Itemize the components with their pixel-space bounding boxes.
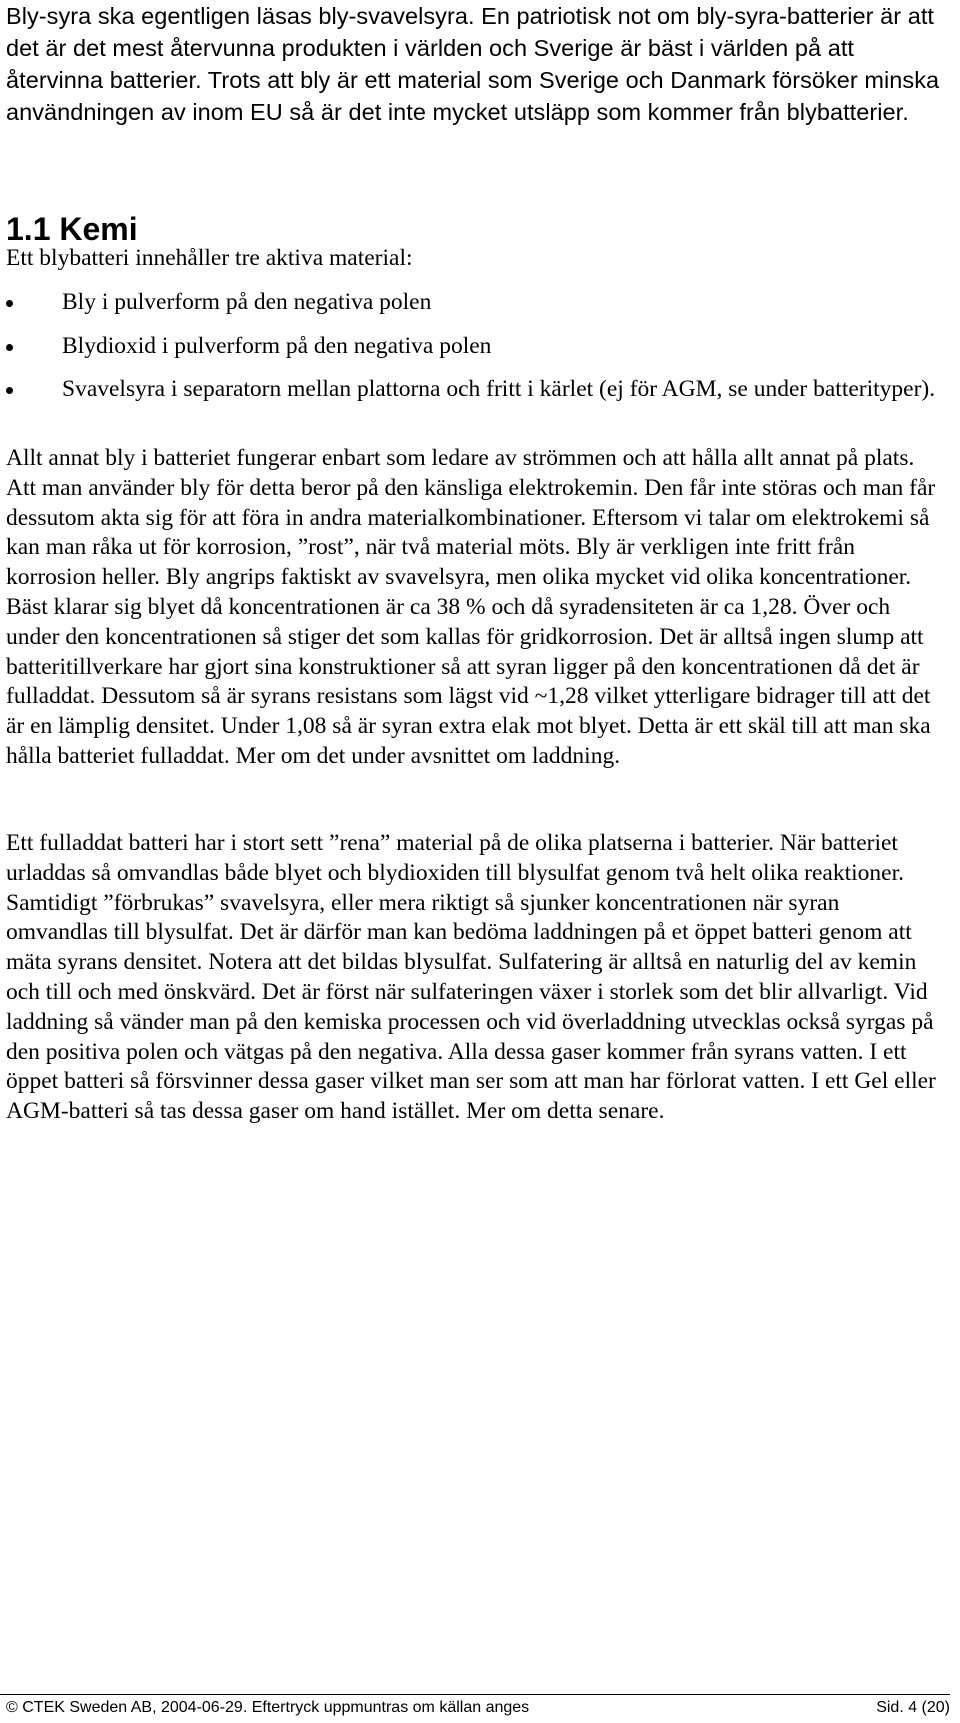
list-item-text: Bly i pulverform på den negativa polen <box>62 289 432 315</box>
list-item-text: Svavelsyra i separatorn mellan plattorna och fritt i kärlet (ej för AGM, se under batterityper). <box>62 376 936 402</box>
list-item <box>0 374 950 406</box>
footer-copyright: © CTEK Sweden AB, 2004-06-29. Eftertryck uppmuntras om källan anges <box>6 1699 530 1716</box>
intro-paragraph: Bly-syra ska egentligen läsas bly-svavelsyra. En patriotisk not om bly-syra-batterier är att det är det mest återvunna produkten i världen och Sverige är bäst i världen på att återvinna batterier. Trots att bly är ett material som Sverige och Danmark försöker minska användningen av inom EU så är det inte mycket utsläpp som kommer från blybatterier. <box>6 3 940 125</box>
body-paragraph-2: Ett fulladdat batteri har i stort sett ”rena” material på de olika platserna i batterier. När batteriet urladdas så omvandlas både blyet och blydioxiden till blysulfat genom två helt olika reaktioner. Samtidigt ”förbrukas” svavelsyra, eller mera riktigt så sjunker koncentrationen när syran omvandlas till blysulfat. Det är därför man kan bedöma laddningen på et öppet batteri genom att mäta syrans densitet. Notera att det bildas blysulfat. Sulfatering är alltså en naturlig del av kemin och till och med önskvärd. Det är först när sulfateringen växer i storlek som det blir allvarligt. Vid laddning så vänder man på den kemiska processen och vid överladdning utvecklas också syrgas på den positiva polen och vätgas på den negativa. Alla dessa gaser kommer från syrans vatten. I ett öppet batteri så försvinner dessa gaser vilket man ser som att man har förlorat vatten. I ett Gel eller AGM-batteri så tas dessa gaser om hand istället. Mer om detta senare. <box>6 830 936 1125</box>
list-item-text: Blydioxid i pulverform på den negativa polen <box>62 332 492 359</box>
page-footer <box>0 1694 950 1723</box>
bullet-icon <box>6 300 13 307</box>
list-item <box>0 331 950 363</box>
footer-page-number: Sid. 4 (20) <box>876 1699 950 1716</box>
bullet-icon <box>6 387 13 394</box>
section-lead: Ett blybatteri innehåller tre aktiva material: <box>6 245 413 271</box>
body-paragraph-1: Allt annat bly i batteriet fungerar enbart som ledare av strömmen och att hålla allt annat på plats. Att man använder bly för detta beror på den känsliga elektrokemin. Den får inte störas och man får dessutom akta sig för att föra in andra materialkombinationer. Eftersom vi talar om elektrokemi så kan man råka ut för korrosion, ”rost”, när två material möts. Bly är verkligen inte fritt från korrosion heller. Bly angrips faktiskt av svavelsyra, men olika mycket vid olika koncentrationer. Bäst klarar sig blyet då koncentrationen är ca 38 % och då syradensiteten är ca 1,28. Över och under den koncentrationen så stiger det som kallas för gridkorrosion. Det är alltså ingen slump att batteritillverkare har gjort sina konstruktioner så att syran ligger på den koncentrationen då det är fulladdat. Dessutom så är syrans resistans som lägst vid ~1,28 vilket ytterligare bidrager till att det är en lämplig densitet. Under 1,08 så är syran extra elak mot blyet. Detta är ett skäl till att man ska hålla batteriet fulladdat. Mer om det under avsnittet om laddning. <box>6 445 936 769</box>
list-item <box>0 287 950 319</box>
materials-list <box>0 287 950 418</box>
section-heading: 1.1 Kemi <box>6 211 138 247</box>
bullet-icon <box>6 344 13 351</box>
